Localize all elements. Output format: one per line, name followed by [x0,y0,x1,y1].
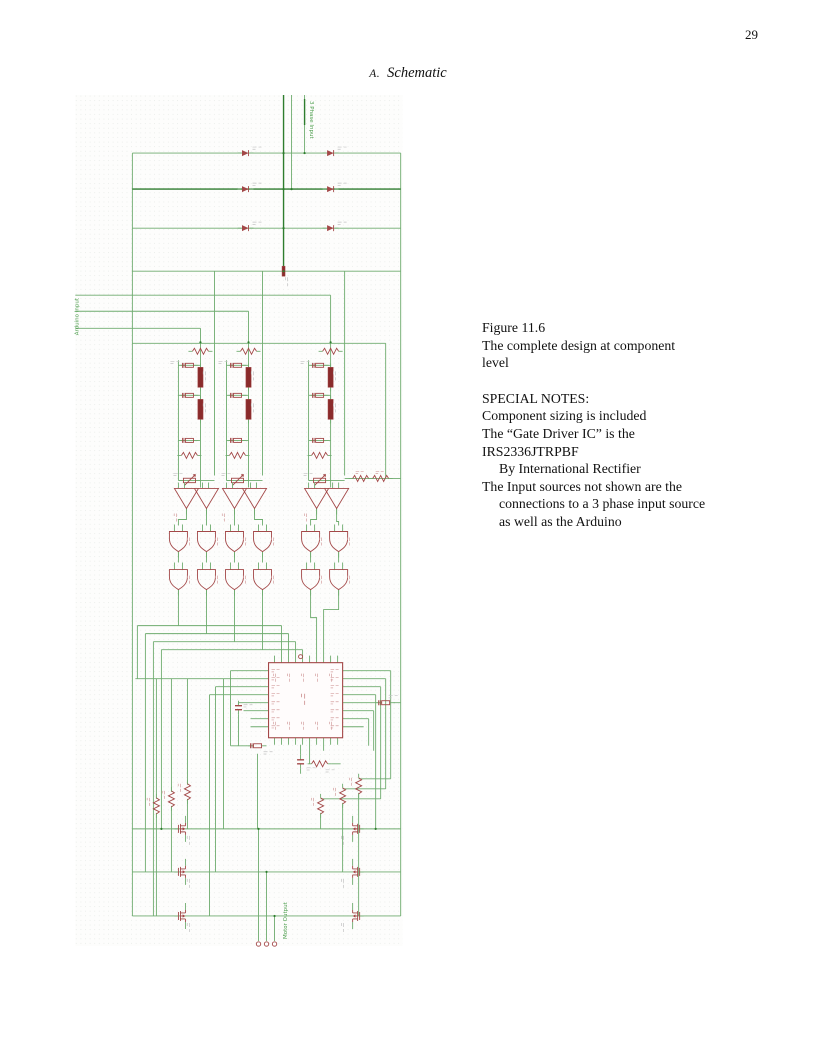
caption-line: level [482,355,509,371]
caption-line: as well as the Arduino [499,513,622,529]
caption-line: By International Rectifier [499,461,641,477]
caption-line: connections to a 3 phase input source [499,496,706,512]
output-terminals [256,942,276,946]
caption-line: Figure 11.6 [482,320,546,335]
caption-line: The complete design at component [482,337,676,353]
section-index: A. [369,68,381,80]
caption-line: The “Gate Driver IC” is the [482,425,635,441]
caption-line: SPECIAL NOTES: [482,390,590,406]
figure-caption [482,319,772,531]
net-label-motor-output: Motor Output [283,902,290,939]
section-title: Schematic [387,65,447,81]
net-label-arduino-input: Arduino Input [74,298,81,336]
page-number: 29 [745,27,758,42]
caption-line: The Input sources not shown are the [482,478,683,494]
caption-line: IRS2336JTRPBF [482,443,579,459]
caption-line: Component sizing is included [482,408,647,424]
section-heading [0,64,816,82]
schematic-figure [75,95,403,946]
net-label-3-phase-input: 3 Phase Input [308,101,315,139]
